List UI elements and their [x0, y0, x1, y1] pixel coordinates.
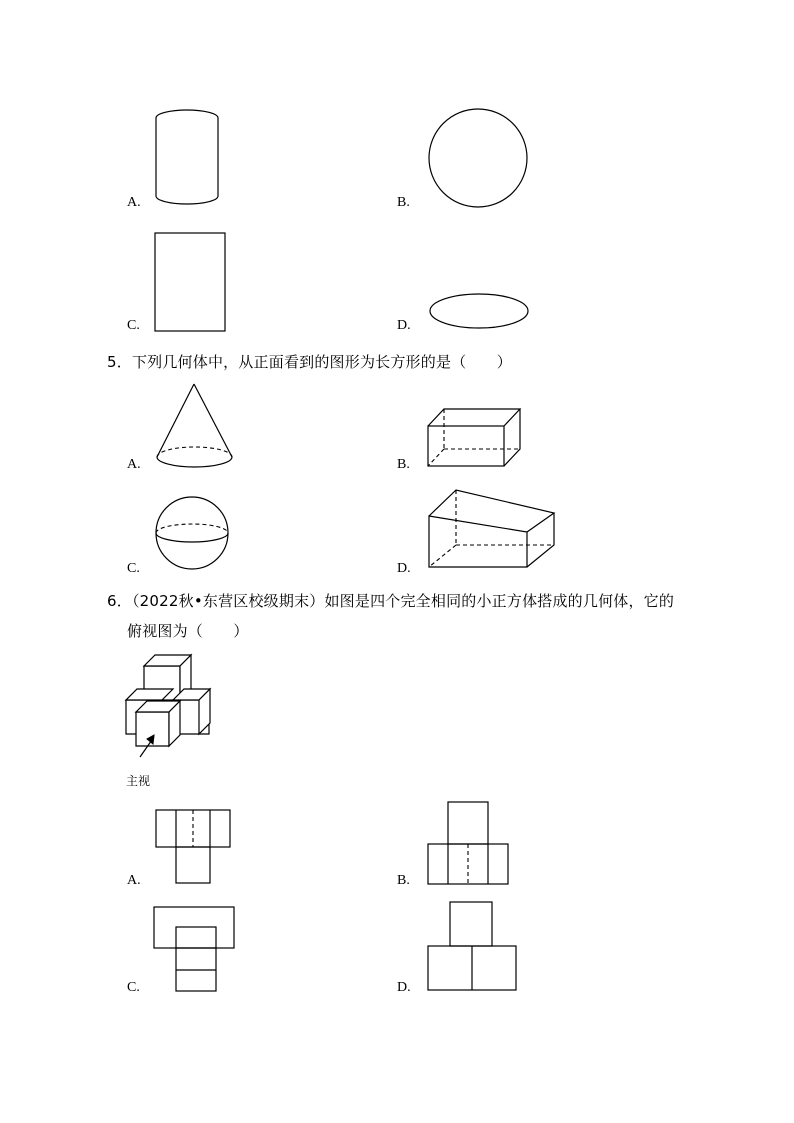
q5-option-c-label[interactable]: C.	[127, 561, 140, 576]
q4-option-a-cylinder-figure	[150, 104, 226, 210]
q6-stacked-cubes-figure	[124, 651, 214, 751]
q5-option-d-prism-figure	[426, 487, 558, 569]
q5-option-b-cuboid-figure	[425, 406, 525, 470]
q6-option-d-label[interactable]: D.	[397, 980, 411, 995]
q4-option-c-label[interactable]: C.	[127, 318, 140, 333]
q6-question-stem-line1: 6．（2022秋•东营区校级期末）如图是四个完全相同的小正方体搭成的几何体，它的	[107, 592, 675, 610]
q6-option-a-label[interactable]: A.	[127, 873, 141, 888]
q6-option-c-label[interactable]: C.	[127, 980, 140, 995]
q6-option-c-top-view-figure	[152, 905, 238, 995]
q6-option-a-top-view-figure	[154, 808, 232, 886]
q4-option-d-label[interactable]: D.	[397, 318, 411, 333]
q5-option-a-cone-figure	[154, 381, 236, 471]
q6-front-view-caption: 主视	[126, 774, 151, 788]
q6-option-b-top-view-figure	[426, 800, 512, 888]
q5-option-c-sphere-figure	[153, 496, 233, 572]
q5-question-stem: 5．下列几何体中，从正面看到的图形为长方形的是（ ）	[107, 353, 512, 371]
q4-option-a-label[interactable]: A.	[127, 195, 141, 210]
q6-option-b-label[interactable]: B.	[397, 873, 410, 888]
q5-option-a-label[interactable]: A.	[127, 457, 141, 472]
q4-option-b-label[interactable]: B.	[397, 195, 410, 210]
q6-option-d-top-view-figure	[426, 900, 520, 994]
q4-option-b-circle-figure	[426, 107, 532, 211]
q4-option-d-ellipse-figure	[428, 292, 532, 332]
q6-question-stem-line2: 俯视图为（ ）	[127, 622, 249, 640]
q5-option-d-label[interactable]: D.	[397, 561, 411, 576]
q4-option-c-rectangle-figure	[153, 231, 227, 333]
q5-option-b-label[interactable]: B.	[397, 457, 410, 472]
